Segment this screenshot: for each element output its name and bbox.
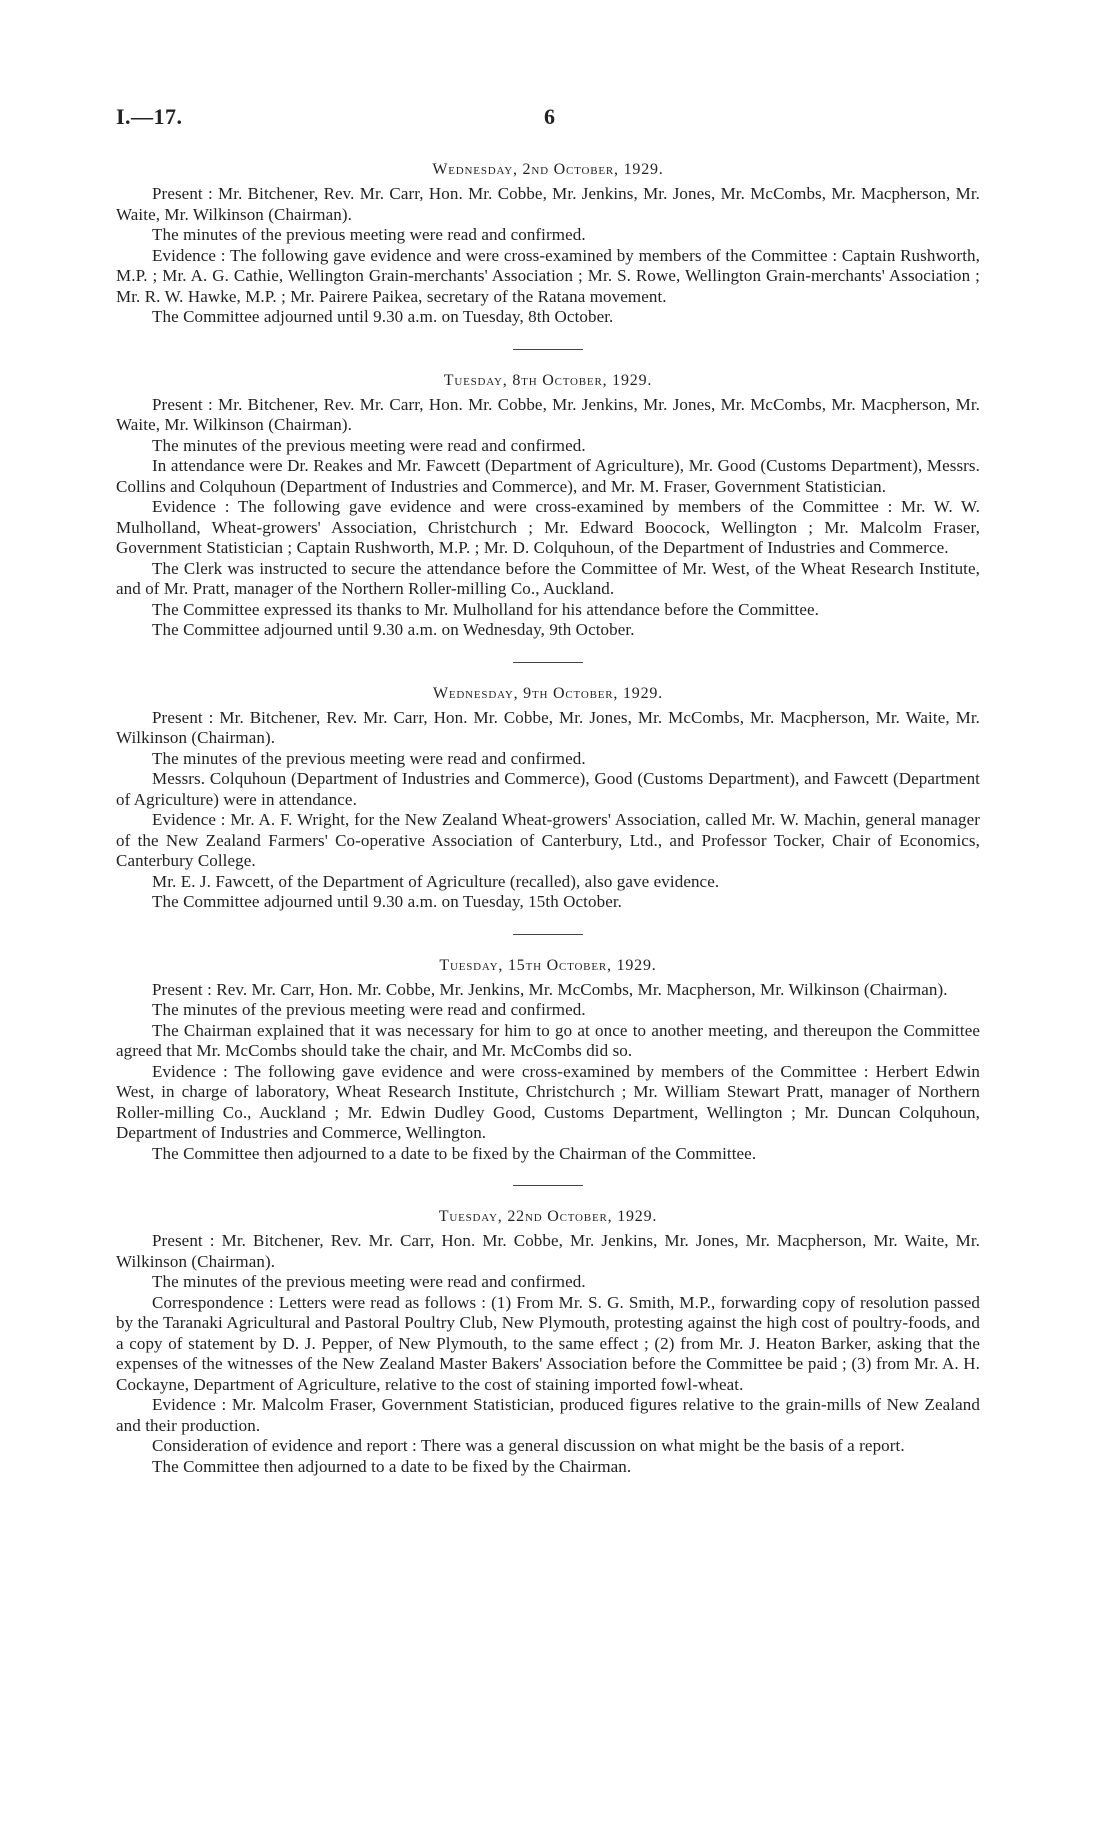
in-attendance-paragraph: In attendance were Dr. Reakes and Mr. Fawcett (Department of Agriculture), Mr. Good (Customs Department), Messrs. Collins and Colquhoun (Department of Industries and Commerce), and Mr. M. Fraser, Government Statistician. <box>116 456 980 496</box>
section-divider <box>513 662 583 663</box>
meeting-date: Tuesday, 22nd October, 1929. <box>438 1208 658 1225</box>
section-divider <box>513 1185 583 1186</box>
correspondence-paragraph: Correspondence : Letters were read as follows : (1) From Mr. S. G. Smith, M.P., forwarding copy of resolution passed by the Taranaki Agricultural and Pastoral Poultry Club, New Plymouth, protesting against the high cost of poultry-foods, and a copy of statement by D. J. Pepper, of New Plymouth, to the same effect ; (2) from Mr. J. Heaton Barker, asking that the expenses of the witnesses of the New Zealand Master Bakers' Association before the Committee be paid ; (3) from Mr. A. H. Cockayne, Department of Agriculture, relative to the cost of staining imported fowl-wheat. <box>116 1292 980 1394</box>
minutes-paragraph: The minutes of the previous meeting were read and confirmed. <box>152 225 586 244</box>
chairman-paragraph: The Chairman explained that it was necessary for him to go at once to another meeting, and thereupon the Committee agreed that Mr. McCombs should take the chair, and Mr. McCombs did so. <box>116 1020 980 1060</box>
document-reference: I.—17. <box>116 104 183 129</box>
minutes-paragraph: The minutes of the previous meeting were read and confirmed. <box>152 435 586 455</box>
meeting-entry <box>116 371 980 641</box>
in-attendance-paragraph: Messrs. Colquhoun (Department of Industries and Commerce), Good (Customs Department), and Fawcett (Department of Agriculture) were in attendance. <box>116 769 980 809</box>
recalled-evidence-paragraph: Mr. E. J. Fawcett, of the Department of Agriculture (recalled), also gave evidence. <box>152 871 720 891</box>
attendance-paragraph: Present : Mr. Bitchener, Rev. Mr. Carr, Hon. Mr. Cobbe, Mr. Jenkins, Mr. Jones, Mr. McCombs, Mr. Macpherson, Mr. Waite, Mr. Wilkinson (Chairman). <box>116 184 980 224</box>
meeting-date: Tuesday, 15th October, 1929. <box>439 956 657 974</box>
attendance-paragraph: Present : Rev. Mr. Carr, Hon. Mr. Cobbe, Mr. Jenkins, Mr. McCombs, Mr. Macpherson, Mr. Wilkinson (Chairman). <box>152 979 948 999</box>
minutes-paragraph: The minutes of the previous meeting were read and confirmed. <box>152 748 586 768</box>
evidence-paragraph: Evidence : The following gave evidence and were cross-examined by members of the Committee : Mr. W. W. Mulholland, Wheat-growers' Association, Christchurch ; Mr. Edward Boocock, Wellington ; Mr. Malcolm Fraser, Government Statistician ; Captain Rushworth, M.P. ; Mr. D. Colquhoun, of the Department of Industries and Commerce. <box>116 497 980 557</box>
attendance-paragraph: Present : Mr. Bitchener, Rev. Mr. Carr, Hon. Mr. Cobbe, Mr. Jenkins, Mr. Jones, Mr. Macpherson, Mr. Waite, Mr. Wilkinson (Chairman). <box>116 1231 980 1271</box>
attendance-paragraph: Present : Mr. Bitchener, Rev. Mr. Carr, Hon. Mr. Cobbe, Mr. Jones, Mr. McCombs, Mr. Macpherson, Mr. Waite, Mr. Wilkinson (Chairman). <box>116 707 980 747</box>
evidence-paragraph: Evidence : The following gave evidence and were cross-examined by members of the Committee : Captain Rushworth, M.P. ; Mr. A. G. Cathie, Wellington Grain-merchants' Association ; Mr. S. Rowe, Wellington Grain-merchants' Association ; Mr. R. W. Hawke, M.P. ; Mr. Pairere Paikea, secretary of the Ratana movement. <box>116 245 980 306</box>
meeting-entry <box>116 684 980 913</box>
adjournment-paragraph: The Committee then adjourned to a date to be fixed by the Chairman of the Committee. <box>152 1143 757 1163</box>
section-divider <box>513 349 583 350</box>
meeting-date: Wednesday, 2nd October, 1929. <box>432 161 664 178</box>
page-header <box>116 104 996 134</box>
attendance-paragraph: Present : Mr. Bitchener, Rev. Mr. Carr, Hon. Mr. Cobbe, Mr. Jenkins, Mr. Jones, Mr. McCombs, Mr. Macpherson, Mr. Waite, Mr. Wilkinson (Chairman). <box>116 394 980 434</box>
evidence-paragraph: Evidence : The following gave evidence and were cross-examined by members of the Committee : Herbert Edwin West, in charge of laboratory, Wheat Research Institute, Christchurch ; Mr. William Stewart Pratt, manager of Northern Roller-milling Co., Auckland ; Mr. Edwin Dudley Good, Customs Department, Wellington ; Mr. Duncan Colquhoun, Department of Industries and Commerce, Wellington. <box>116 1061 980 1142</box>
minutes-paragraph: The minutes of the previous meeting were read and confirmed. <box>152 1000 586 1019</box>
adjournment-paragraph: The Committee adjourned until 9.30 a.m. on Wednesday, 9th October. <box>152 620 635 639</box>
evidence-paragraph: Evidence : Mr. Malcolm Fraser, Government Statistician, produced figures relative to the grain-mills of New Zealand and their production. <box>116 1395 980 1435</box>
minutes-content <box>116 160 980 1477</box>
adjournment-paragraph: The Committee adjourned until 9.30 a.m. on Tuesday, 15th October. <box>152 892 623 911</box>
meeting-date: Tuesday, 8th October, 1929. <box>443 371 653 389</box>
clerk-instruction-paragraph: The Clerk was instructed to secure the attendance before the Committee of Mr. West, of the Wheat Research Institute, and of Mr. Pratt, manager of the Northern Roller-milling Co., Auckland. <box>116 558 980 598</box>
evidence-paragraph: Evidence : Mr. A. F. Wright, for the New Zealand Wheat-growers' Association, called Mr. W. Machin, general manager of the New Zealand Farmers' Co-operative Association of Canterbury, Ltd., and Professor Tocker, Chair of Economics, Canterbury College. <box>116 810 980 870</box>
page-number: 6 <box>544 104 555 129</box>
meeting-entry <box>116 1207 980 1477</box>
minutes-paragraph: The minutes of the previous meeting were read and confirmed. <box>152 1272 586 1291</box>
section-divider <box>513 934 583 935</box>
adjournment-paragraph: The Committee adjourned until 9.30 a.m. on Tuesday, 8th October. <box>152 307 614 326</box>
meeting-date: Wednesday, 9th October, 1929. <box>433 684 663 702</box>
report-discussion-paragraph: Consideration of evidence and report : There was a general discussion on what might be the basis of a report. <box>152 1436 905 1455</box>
thanks-paragraph: The Committee expressed its thanks to Mr. Mulholland for his attendance before the Committee. <box>152 599 819 619</box>
meeting-entry <box>116 956 980 1165</box>
adjournment-paragraph: The Committee then adjourned to a date to be fixed by the Chairman. <box>152 1456 632 1476</box>
meeting-entry <box>116 160 980 328</box>
